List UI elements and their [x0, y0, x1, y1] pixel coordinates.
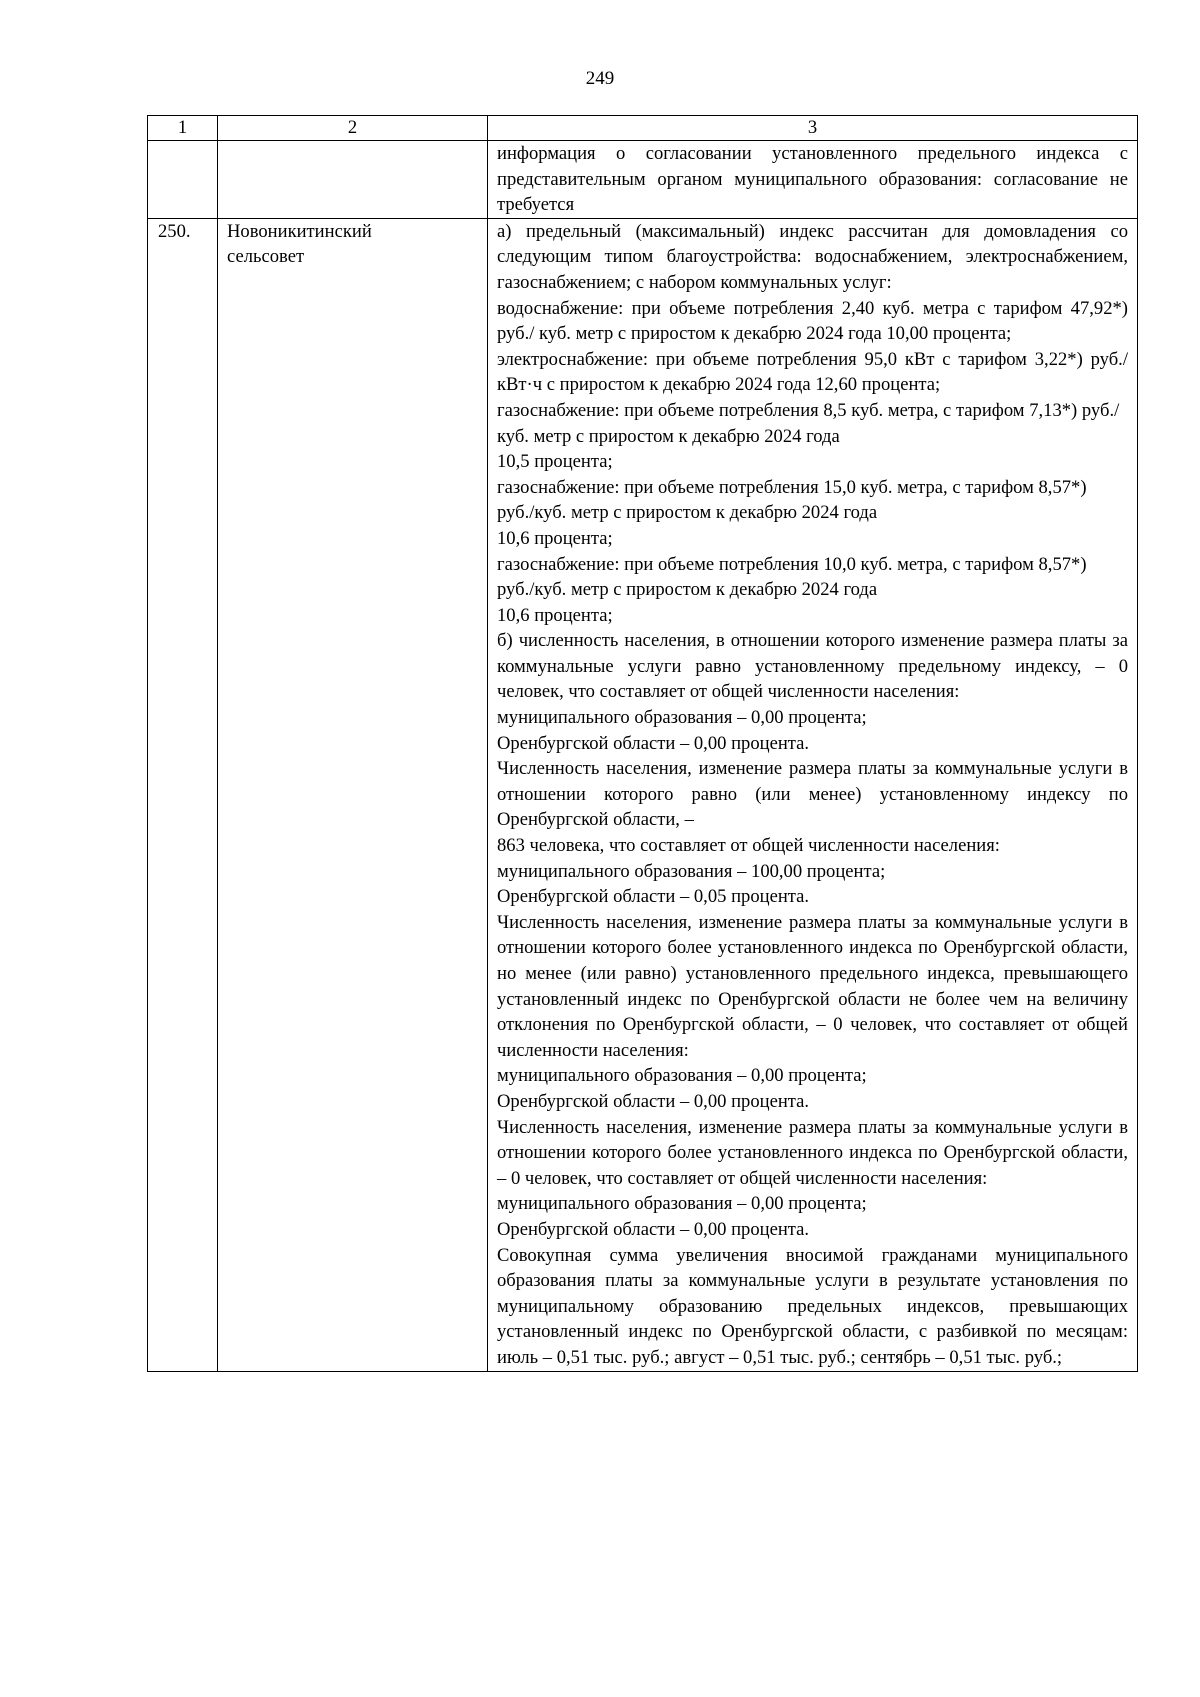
- description-line: газоснабжение: при объеме потребления 10,0 куб. метра, с тарифом 8,57*) руб./куб. метр с приростом к декабрю 2024 года: [497, 553, 1087, 601]
- description-line: Совокупная сумма увеличения вносимой гражданами муниципального образования платы за коммунальные услуги в результате установления по муниципальному образованию предельных индексов, превышающих установленный индекс по Оренбургской области, с разбивкой по месяцам: июль – 0,51 тыс. руб.; август – 0,51 тыс. руб.; сентябрь – 0,51 тыс. руб.;: [497, 1244, 1128, 1368]
- description-line: муниципального образования – 0,00 процента;: [497, 707, 867, 729]
- table-row-continuation: [148, 141, 1138, 219]
- description-line: Оренбургской области – 0,00 процента.: [497, 1218, 810, 1240]
- description-line: информация о согласовании установленного предельного индекса с представительным органом муниципального образования: согласование не требуется: [497, 143, 1128, 216]
- row-number-cell: [148, 141, 218, 219]
- description-line: 10,6 процента;: [497, 604, 613, 626]
- column-header-3: 3: [488, 116, 1138, 141]
- description-cell: [488, 141, 1138, 219]
- description-line: 10,5 процента;: [497, 451, 613, 473]
- description-line: муниципального образования – 0,00 процента;: [497, 1193, 867, 1215]
- row-number-cell: 250.: [148, 218, 218, 1371]
- description-line: б) численность населения, в отношении которого изменение размера платы за коммунальные услуги равно установленному предельному индексу, – 0 человек, что составляет от общей численности населения:: [497, 630, 1128, 703]
- municipality-name-cell: [218, 218, 488, 1371]
- column-header-2: 2: [218, 116, 488, 141]
- tariff-table: [147, 115, 1138, 1372]
- description-line: электроснабжение: при объеме потребления 95,0 кВт с тарифом 3,22*) руб./кВт·ч с приростом к декабрю 2024 года 12,60 процента;: [497, 348, 1128, 396]
- description-line: Численность населения, изменение размера платы за коммунальные услуги в отношении которого более установленного индекса по Оренбургской области, но менее (или равно) установленного предельного индекса, превышающего установленный индекс по Оренбургской области не более чем на величину отклонения по Оренбургской области, – 0 человек, что составляет от общей численности населения:: [497, 911, 1128, 1061]
- description-line: муниципального образования – 100,00 процента;: [497, 860, 886, 882]
- page-number: 249: [585, 68, 615, 89]
- description-line: Оренбургской области – 0,00 процента.: [497, 1090, 810, 1112]
- description-line: Численность населения, изменение размера платы за коммунальные услуги в отношении которого равно (или менее) установленному индексу по Оренбургской области, –: [497, 758, 1128, 831]
- column-header-1: 1: [148, 116, 218, 141]
- description-cell: [488, 218, 1138, 1371]
- description-line: 863 человека, что составляет от общей численности населения:: [497, 835, 1000, 857]
- description-line: а) предельный (максимальный) индекс рассчитан для домовладения со следующим типом благоустройства: водоснабжением, электроснабжением, газоснабжением; с набором коммунальных услуг:: [497, 220, 1128, 293]
- table-header-row: [148, 116, 1138, 141]
- description-line: 10,6 процента;: [497, 527, 613, 549]
- description-line: муниципального образования – 0,00 процента;: [497, 1065, 867, 1087]
- description-line: Численность населения, изменение размера платы за коммунальные услуги в отношении которого более установленного индекса по Оренбургской области, – 0 человек, что составляет от общей численности населения:: [497, 1116, 1128, 1189]
- table-row-250: [148, 218, 1138, 1371]
- municipality-name-cell: [218, 141, 488, 219]
- description-line: Оренбургской области – 0,00 процента.: [497, 732, 810, 754]
- municipality-name: Новоникитинский сельсовет: [227, 220, 372, 268]
- description-line: газоснабжение: при объеме потребления 8,5 куб. метра, с тарифом 7,13*) руб./куб. метр с приростом к декабрю 2024 года: [497, 399, 1120, 447]
- description-line: Оренбургской области – 0,05 процента.: [497, 886, 810, 908]
- description-line: водоснабжение: при объеме потребления 2,40 куб. метра с тарифом 47,92*) руб./ куб. метр с приростом к декабрю 2024 года 10,00 процента;: [497, 297, 1128, 345]
- description-line: газоснабжение: при объеме потребления 15,0 куб. метра, с тарифом 8,57*) руб./куб. метр с приростом к декабрю 2024 года: [497, 476, 1087, 524]
